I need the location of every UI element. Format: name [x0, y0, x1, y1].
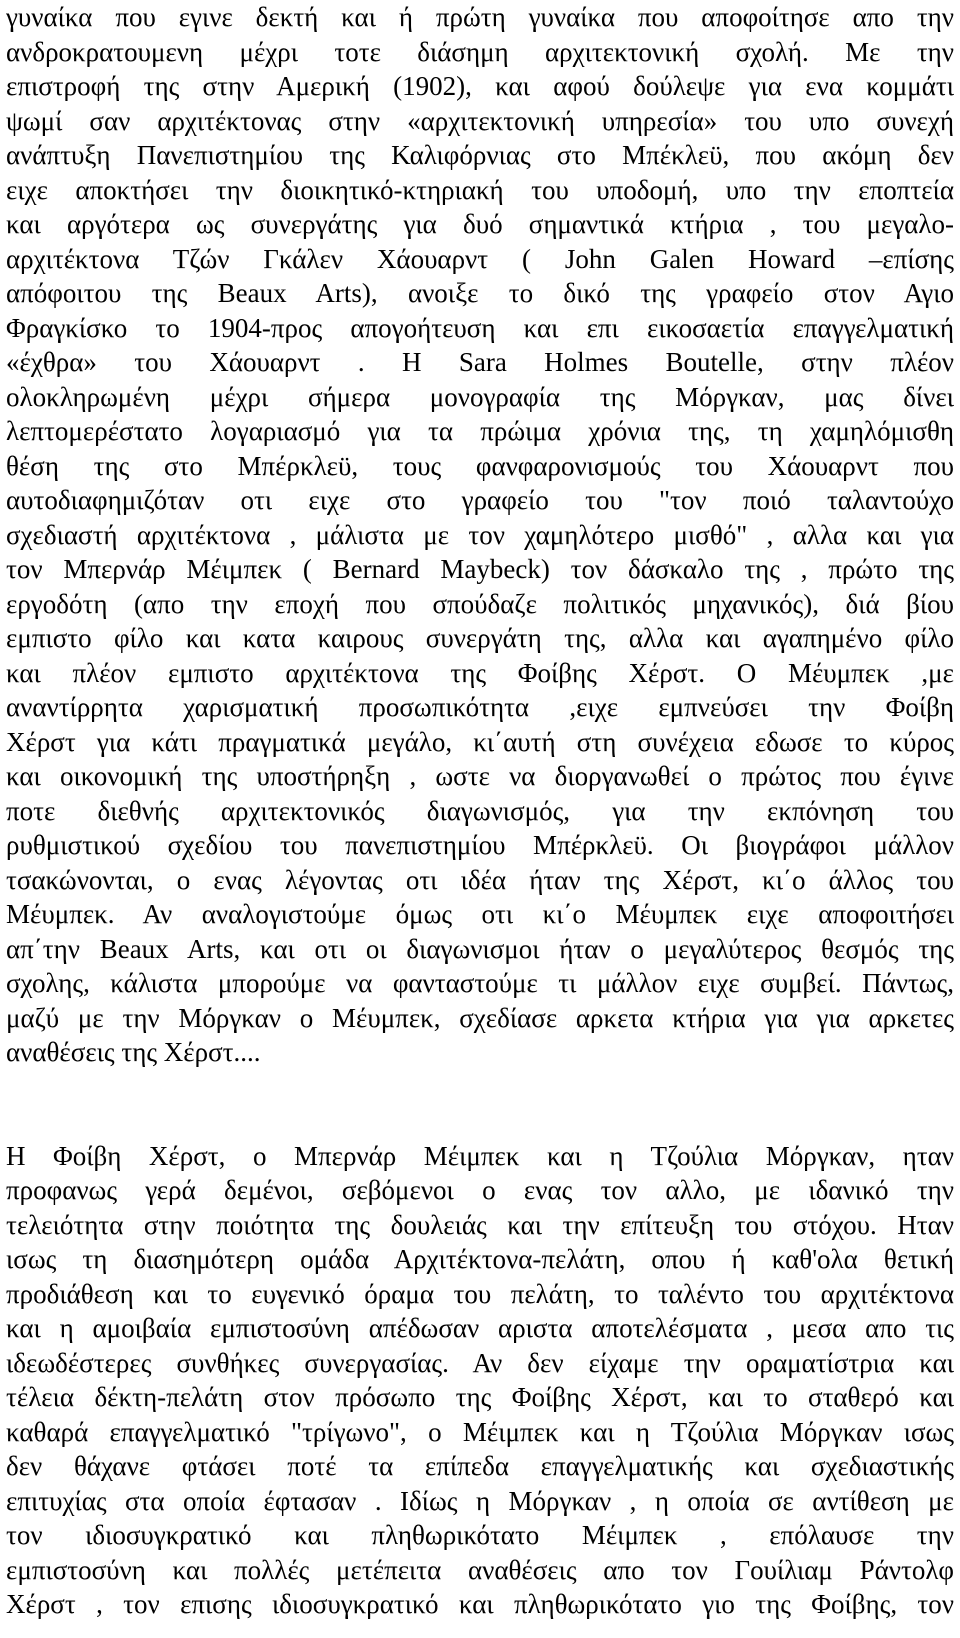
text-line: ανάπτυξη Πανεπιστημίου της Καλιφόρνιας στο Μπέκλεϋ, που ακόμη δεν — [6, 140, 954, 170]
text-line: Η Φοίβη Χέρστ, ο Μπερνάρ Μέιμπεκ και η Τζούλια Μόργκαν, ηταν — [6, 1140, 954, 1171]
text-line: αναθέσεις της Χέρστ.... — [6, 1037, 261, 1067]
text-line: ειχε αποκτήσει την διοικητικό-κτηριακή του υποδομή, υπο την εποπτεία — [6, 174, 954, 205]
text-line: Μέυμπεκ. Αν αναλογιστούμε όμως οτι κι΄ο Μέυμπεκ ειχε αποφοιτήσει — [6, 899, 954, 929]
text-line: «έχθρα» του Χάουαρντ . Η Sara Holmes Boutelle, στην πλέον — [6, 347, 954, 377]
text-line: ψωμί σαν αρχιτέκτονας στην «αρχιτεκτονική υπηρεσία» του υπο συνεχή — [6, 105, 954, 136]
text-line: τελειότητα στην ποιότητα της δουλειάς και την επίτευξη του στόχου. Ηταν — [6, 1209, 954, 1240]
text-line: γυναίκα που εγινε δεκτή και ή πρώτη γυναίκα που αποφοίτησε απο την — [6, 2, 954, 32]
text-line: σχολης, κάλιστα μπορούμε να φανταστούμε τι μάλλον ειχε συμβεί. Πάντως, — [6, 968, 954, 998]
text-line: επιτυχίας στα οποία έφτασαν . Ιδίως η Μόργκαν , η οποία σε αντίθεση με — [6, 1485, 954, 1516]
text-line: τσακώνονται, ο ενας λέγοντας οτι ιδέα ήταν της Χέρστ, κι΄ο άλλος του — [6, 864, 954, 895]
document-page — [6, 0, 954, 1638]
text-line: εμπιστο φίλο και κατα καιρους συνεργάτη της, αλλα και αγαπημένο φίλο — [6, 623, 954, 653]
text-line: Χέρστ , τον επισης ιδιοσυγκρατικό και πληθωρικότατο γιο της Φοίβης, τον — [6, 1589, 954, 1619]
text-line: απ΄την Beaux Arts, και οτι οι διαγωνισμοι ήταν ο μεγαλύτερος θεσμός της — [6, 933, 954, 964]
text-line: αναντίρρητα χαρισματική προσωπικότητα ,ειχε εμπνεύσει την Φοίβη — [6, 692, 954, 722]
text-line: ποτε διεθνής αρχιτεκτονικός διαγωνισμός, για την εκπόνηση του — [6, 795, 954, 826]
text-line: Φραγκίσκο το 1904-προς απογοήτευση και επι εικοσαετία επαγγελματική — [6, 312, 954, 343]
text-line: και η αμοιβαία εμπιστοσύνη απέδωσαν αριστα αποτελέσματα , μεσα απο τις — [6, 1313, 954, 1343]
text-line: επιστροφή της στην Αμερική (1902), και αφού δούλεψε για ενα κομμάτι — [6, 71, 954, 101]
text-line: και οικονομική της υποστήρηξη , ωστε να διοργανωθεί ο πρώτος που έγινε — [6, 761, 954, 791]
paragraph-morgan-career — [6, 0, 954, 1070]
text-line: καθαρά επαγγελματικό "τρίγωνο", ο Μέιμπεκ και η Τζούλια Μόργκαν ισως — [6, 1416, 954, 1447]
text-line: απόφοιτου της Beaux Arts), ανοιξε το δικό της γραφείο στον Αγιο — [6, 278, 954, 308]
text-line: εργοδότη (απο την εποχή που σπούδαζε πολιτικός μηχανικός), διά βίου — [6, 588, 954, 619]
text-line: ισως τη διασημότερη ομάδα Αρχιτέκτονα-πελάτη, οπου ή καθ'ολα θετική — [6, 1244, 954, 1274]
text-line: λεπτομερέστατο λογαριασμό για τα πρώιμα χρόνια της, τη χαμηλόμισθη — [6, 416, 954, 446]
text-line: αυτοδιαφημιζόταν οτι ειχε στο γραφείο του "τον ποιό ταλαντούχο — [6, 485, 954, 515]
text-line: μαζύ με την Μόργκαν ο Μέυμπεκ, σχεδίασε αρκετα κτήρια για για αρκετες — [6, 1002, 954, 1033]
paragraph-hearst-team — [6, 1139, 954, 1622]
text-line: προφανως γερά δεμένοι, σεβόμενοι ο ενας τον αλλο, με ιδανικό την — [6, 1175, 954, 1205]
paragraph-gap — [6, 1070, 954, 1139]
text-line: και πλέον εμπιστο αρχιτέκτονα της Φοίβης Χέρστ. Ο Μέυμπεκ ,με — [6, 657, 954, 688]
text-line: σχεδιαστή αρχιτέκτονα , μάλιστα με τον χαμηλότερο μισθό" , αλλα και για — [6, 519, 954, 550]
text-line: ανδροκρατουμενη μέχρι τοτε διάσημη αρχιτεκτονική σχολή. Με την — [6, 36, 954, 67]
text-line: ρυθμιστικού σχεδίου του πανεπιστημίου Μπέρκλεϋ. Οι βιογράφοι μάλλον — [6, 830, 954, 860]
text-line: δεν θάχανε φτάσει ποτέ τα επίπεδα επαγγελματικής και σχεδιαστικής — [6, 1451, 954, 1481]
text-line: τον Μπερνάρ Μέιμπεκ ( Bernard Maybeck) τον δάσκαλο της , πρώτο της — [6, 554, 954, 584]
text-line: τον ιδιοσυγκρατικό και πληθωρικότατο Μέιμπεκ , επόλαυσε την — [6, 1520, 954, 1550]
text-line: Χέρστ για κάτι πραγματικά μεγάλο, κι΄αυτή στη συνέχεια εδωσε το κύρος — [6, 726, 954, 757]
text-line: αρχιτέκτονα Τζών Γκάλεν Χάουαρντ ( John Galen Howard –επίσης — [6, 243, 954, 274]
text-line: ολοκληρωμένη μέχρι σήμερα μονογραφία της Μόργκαν, μας δίνει — [6, 381, 954, 412]
text-line: εμπιστοσύνη και πολλές μετέπειτα αναθέσεις απο τον Γουίλιαμ Ράντολφ — [6, 1554, 954, 1585]
text-line: προδιάθεση και το ευγενικό όραμα του πελάτη, το ταλέντο του αρχιτέκτονα — [6, 1278, 954, 1309]
text-line: θέση της στο Μπέρκλεϋ, τους φανφαρονισμούς του Χάουαρντ που — [6, 450, 954, 481]
text-line: και αργότερα ως συνεργάτης για δυό σημαντικά κτήρια , του μεγαλο- — [6, 209, 954, 239]
text-line: τέλεια δέκτη-πελάτη στον πρόσωπο της Φοίβης Χέρστ, και το σταθερό και — [6, 1382, 954, 1412]
text-line: ιδεωδέστερες συνθήκες συνεργασίας. Αν δεν είχαμε την οραματίστρια και — [6, 1347, 954, 1378]
